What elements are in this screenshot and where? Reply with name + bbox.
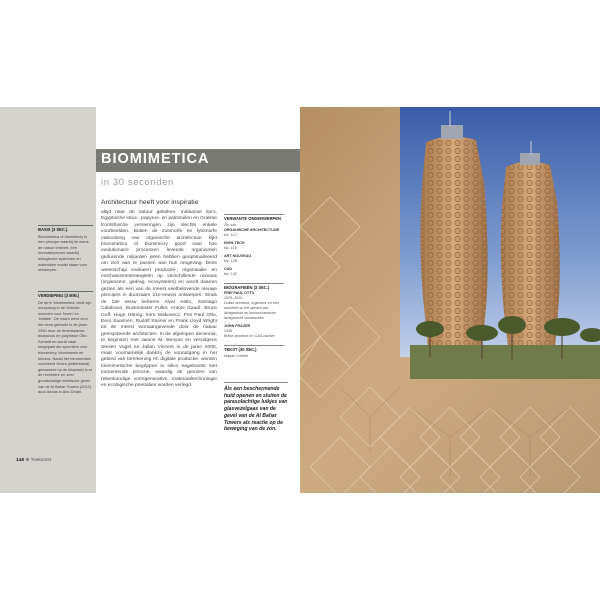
folio-section: Toekomst — [30, 458, 52, 463]
related-item — [224, 267, 284, 277]
sidebar-basis-text: Biomimetica of biomimicry is een principe waarbij de mens de natuur imiteert, een innovatieproces waarbij biologische systemen en materialen model staan voor ontwerpen. — [38, 233, 89, 273]
bio-item — [224, 324, 284, 339]
folio-separator-icon: ⊕ — [25, 458, 30, 463]
lead-sentence: Architectuur heeft voor inspiratie — [101, 199, 199, 206]
related-label: ORGANISCHE ARCHITECTUUR — [224, 227, 280, 232]
related-item — [224, 223, 284, 238]
left-page — [0, 107, 300, 493]
sidebar-basis-title: BASIS (3 SEC.) — [38, 225, 93, 233]
al-bahar-towers-photo — [300, 107, 600, 493]
sidebar-verdieping-text: De term 'biomimetica' vindt zijn oorsprong in de Griekse woorden voor 'leven' en 'imitatie'. De naam werd voor het eerst gebruikt in de jaren 1950 door de Amerikaanse biofysicus en polyhistor Otto Schmitt en wordt vaak toegepast als synoniem voor biomimicry, biomimesis en bionica. Naast het beroemdste voorbeeld Velcro (klittenband) gebaseerd op de klisplant) is er de recentere en zeer grootschalige kinetische gevel van de Al Bahar Towers (2012) door Aedas in Abu Dhabi. — [38, 299, 93, 395]
related-label: ART NOUVEAU — [224, 253, 252, 258]
text-credit-author: Marjan Colletti — [224, 353, 248, 358]
related-label: HIGH-TECH — [224, 240, 245, 245]
related-title: VERWANTE ONDERWERPEN — [224, 214, 284, 221]
related-page: blz. 128 — [224, 258, 237, 263]
related-column — [224, 214, 284, 359]
related-page: blz. 142 — [224, 271, 237, 276]
body-text: altijd naar de natuur gekeken. Indiaanse tipi's, Egyptische lotus-, papyrus- en palmzuilen en Griekse Korinthische versieringen zijn slechts enkele voorbeelden. Buiten de zoömorfe en fytomorfe nabootsing van organische architectuur kijkt biomimetica of biomimicry goed naar hoe evolutionaire processen levende organismen gedurende miljarden jaren hebben geoptimaliseerd om zich aan te passen aan hun omgeving. Deze wetenschap evalueert productie-, organisatie- en mechanismestrategieën op verschillende niveaus (organisme, gedrag, ecosysteem) en wordt daarom gezien als een van de meest veelbelovende nieuwe principes in duurzaam 21e-eeuws ontwerpen. Sinds de 19e eeuw beheren Alvar Aalto, Santiago Calatrava, Buckminster Fuller, Antoni Gaudí, Bruce Goff, Hugo Häring, Imre Makovecz, Frei Paul Otto, Eero Saarinen, Rudolf Steiner en Frank Lloyd Wright tot de meest toonaangevende door de natuur geïnspireerde architecten. In de afgelopen decennia, te beginnen met Janine M. Benyus en vervolgens Steven Vogel en Julian Vincent in de jaren 2000, maar voornamelijk dankzij de vooruitgang in het gebied van berekening en digitale productie, worden biomimetische begrippen in silico nagebootst met toenemende precisie, waardig de grenzen van rekenkundige vormgenerative, materiaaltechnologie en ecologische prestaties worden verlegd. — [101, 210, 217, 388]
folio — [16, 458, 51, 463]
ground-vegetation — [410, 345, 600, 379]
related-page: blz. 116 — [224, 245, 237, 250]
text-credit-title: TEKST (30 SEC.) — [224, 345, 284, 352]
bio-item — [224, 291, 284, 321]
book-spread — [0, 107, 600, 493]
sidebar-verdieping-title: VERDIEPING (3 MIN.) — [38, 291, 93, 299]
sidebar-verdieping — [38, 291, 93, 395]
left-tower-facade — [420, 136, 487, 347]
related-page: blz. 112 — [224, 232, 237, 237]
page-subtitle: in 30 seconden — [101, 177, 174, 188]
bio-years: 1925–2015 — [224, 296, 243, 300]
bio-text: Duitse architect, ingenieur en een autoriteit op het gebied van lichtgewicht en biomechanische lichtgewicht constructies — [224, 301, 279, 320]
related-item — [224, 254, 284, 264]
bio-years: 1945 — [224, 329, 233, 333]
bio-text: Britse architect en CAD-pionier — [224, 334, 275, 338]
bio-title: BIOGRAFIEËN (3 SEC.) — [224, 283, 284, 290]
left-tower-crown — [441, 125, 463, 139]
right-tower-crown — [520, 153, 540, 165]
photo-caption: Als een beschermende huid openen en sluiten de parasolachtige luikjes van glasvezelgaas van de gevel van de Al Bahar Towers als reactie op de beweging van de zon. — [224, 382, 288, 433]
related-item — [224, 241, 284, 251]
related-label: Zie ook — [224, 222, 237, 227]
bio-name: JOHN FRAZER — [224, 324, 251, 328]
folio-page-number: 148 — [16, 458, 25, 463]
bio-name: FREI PAUL OTTO — [224, 291, 255, 295]
related-label: CAD — [224, 266, 232, 271]
right-page-photo — [300, 107, 600, 493]
sidebar-basis — [38, 225, 93, 273]
page-title: BIOMIMETICA — [101, 151, 210, 167]
